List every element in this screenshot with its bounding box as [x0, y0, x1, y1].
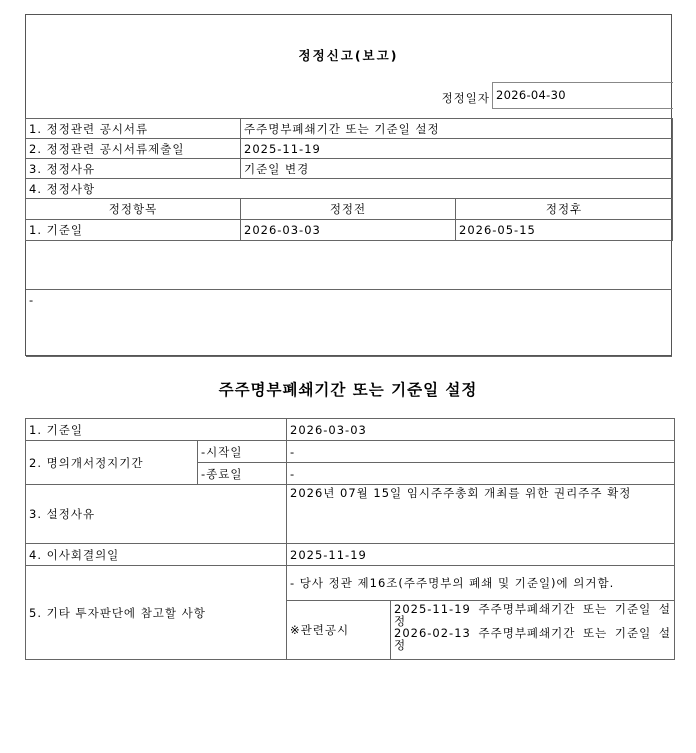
related-item: 2026-02-13 주주명부폐쇄기간 또는 기준일 설정 [394, 626, 671, 652]
reason-label: 3. 설정사유 [26, 485, 287, 544]
table-row [26, 220, 673, 241]
header-item: 정정항목 [26, 199, 241, 220]
header-after: 정정후 [456, 199, 673, 220]
other-label: 5. 기타 투자판단에 참고할 사항 [26, 566, 287, 660]
table-row [26, 139, 673, 159]
correction-note: - [26, 290, 672, 357]
suspension-start-value: - [287, 441, 675, 463]
table-row [26, 441, 675, 463]
row-value: 2025-11-19 [241, 139, 673, 159]
correction-title: 정정신고(보고) [298, 48, 399, 63]
item-after: 2026-05-15 [456, 220, 673, 241]
main-table [25, 418, 675, 660]
row-value: 주주명부폐쇄기간 또는 기준일 설정 [241, 119, 673, 139]
record-date-label: 1. 기준일 [26, 419, 287, 441]
reason-value: 2026년 07월 15일 임시주주총회 개최를 위한 권리주주 확정 [287, 485, 675, 544]
table-row [26, 419, 675, 441]
header-before: 정정전 [241, 199, 456, 220]
correction-date-label: 정정일자 [441, 91, 490, 105]
table-row [26, 119, 673, 139]
table-header-row [26, 199, 673, 220]
correction-note-box [26, 289, 672, 358]
suspension-end-label: -종료일 [198, 463, 287, 485]
row-label: 2. 정정관련 공시서류제출일 [26, 139, 241, 159]
related-list [391, 601, 675, 660]
board-date-label: 4. 이사회결의일 [26, 544, 287, 566]
suspension-start-label: -시작일 [198, 441, 287, 463]
related-label: ※관련공시 [287, 601, 391, 660]
item-before: 2026-03-03 [241, 220, 456, 241]
table-row [26, 485, 675, 544]
other-text: - 당사 정관 제16조(주주명부의 폐쇄 및 기준일)에 의거함. [287, 566, 675, 601]
table-row [26, 179, 673, 199]
row-label: 3. 정정사유 [26, 159, 241, 179]
correction-report [25, 14, 672, 356]
section4-label: 4. 정정사항 [26, 179, 673, 199]
suspension-label: 2. 명의개서정지기간 [26, 441, 198, 485]
suspension-end-value: - [287, 463, 675, 485]
main-title: 주주명부폐쇄기간 또는 기준일 설정 [218, 381, 478, 399]
table-row [26, 159, 673, 179]
related-item: 2025-11-19 주주명부폐쇄기간 또는 기준일 설정 [394, 602, 671, 628]
table-row [26, 544, 675, 566]
correction-table [25, 118, 673, 241]
row-value: 기준일 변경 [241, 159, 673, 179]
board-date-value: 2025-11-19 [287, 544, 675, 566]
record-date-value: 2026-03-03 [287, 419, 675, 441]
item-name: 1. 기준일 [26, 220, 241, 241]
table-row [26, 566, 675, 601]
correction-date-field: 2026-04-30 [492, 82, 673, 109]
row-label: 1. 정정관련 공시서류 [26, 119, 241, 139]
